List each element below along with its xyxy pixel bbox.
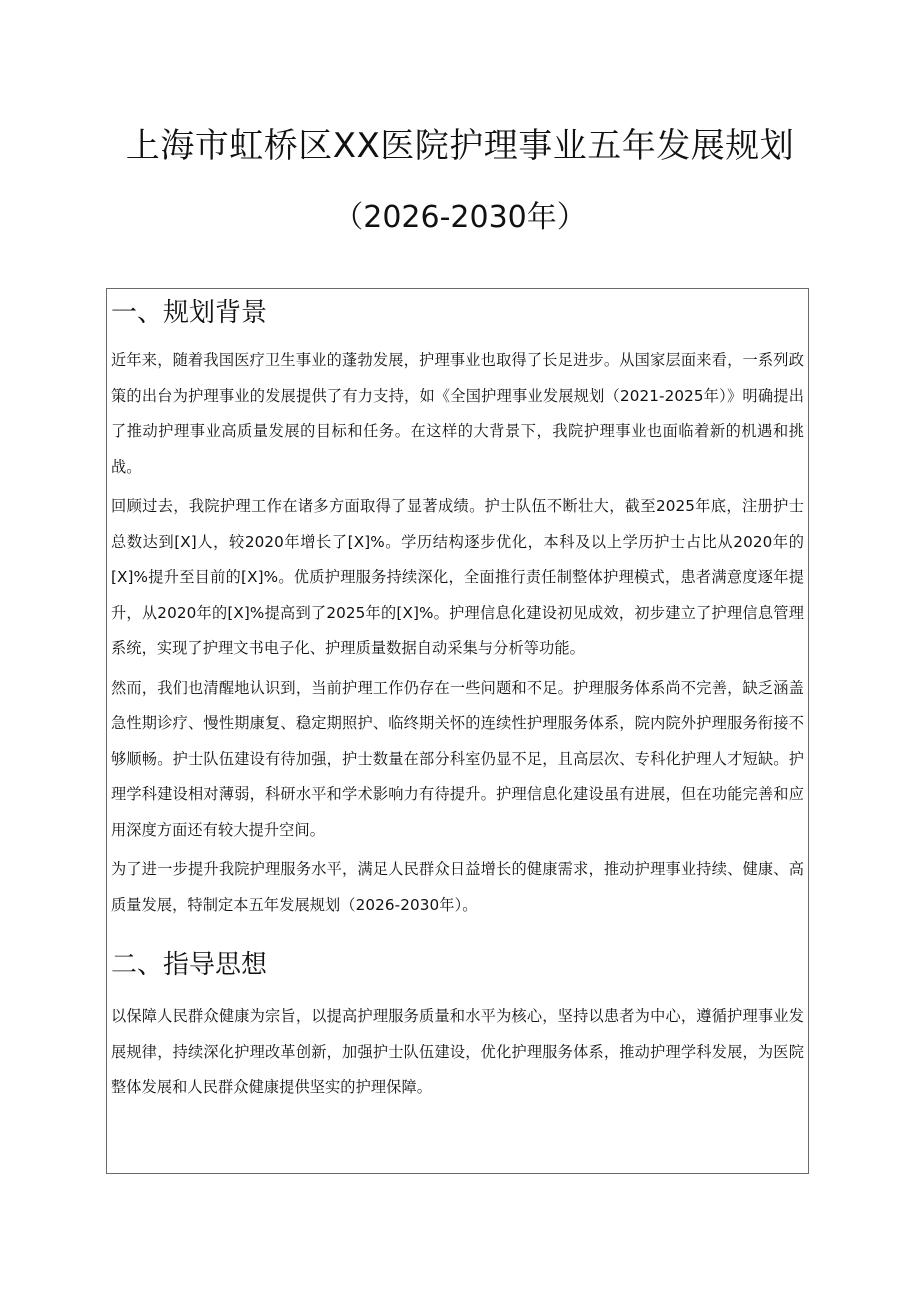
- content-frame: [106, 288, 809, 1174]
- paragraph: 以保障人民群众健康为宗旨，以提高护理服务质量和水平为核心，坚持以患者为中心，遵循护理事业发展规律，持续深化护理改革创新，加强护士队伍建设，优化护理服务体系，推动护理学科发展，为医院整体发展和人民群众健康提供坚实的护理保障。: [111, 1007, 804, 1096]
- document-title: 上海市虹桥区XX医院护理事业五年发展规划: [125, 126, 795, 166]
- section-heading-guiding-ideology: 二、指导思想: [111, 950, 268, 980]
- paragraph: 回顾过去，我院护理工作在诸多方面取得了显著成绩。护士队伍不断壮大，截至2025年底，注册护士总数达到[X]人，较2020年增长了[X]%。学历结构逐步优化，本科及以上学历护士占比从2020年的[X]%提升至目前的[X]%。优质护理服务持续深化，全面推行责任制整体护理模式，患者满意度逐年提升，从2020年的[X]%提高到了2025年的[X]%。护理信息化建设初见成效，初步建立了护理信息管理系统，实现了护理文书电子化、护理质量数据自动采集与分析等功能。: [111, 497, 804, 657]
- section-heading-background: 一、规划背景: [111, 298, 268, 328]
- paragraph: 然而，我们也清醒地认识到，当前护理工作仍存在一些问题和不足。护理服务体系尚不完善，缺乏涵盖急性期诊疗、慢性期康复、稳定期照护、临终期关怀的连续性护理服务体系，院内院外护理服务衔接不够顺畅。护士队伍建设有待加强，护士数量在部分科室仍显不足，且高层次、专科化护理人才短缺。护理学科建设相对薄弱，科研水平和学术影响力有待提升。护理信息化建设虽有进展，但在功能完善和应用深度方面还有较大提升空间。: [111, 678, 804, 839]
- document-subtitle: （2026-2030年）: [333, 200, 587, 235]
- paragraph: 为了进一步提升我院护理服务水平，满足人民群众日益增长的健康需求，推动护理事业持续、健康、高质量发展，特制定本五年发展规划（2026-2030年）。: [111, 860, 804, 914]
- paragraph: 近年来，随着我国医疗卫生事业的蓬勃发展，护理事业也取得了长足进步。从国家层面来看，一系列政策的出台为护理事业的发展提供了有力支持，如《全国护理事业发展规划（2021-2025年）》明确提出了推动护理事业高质量发展的目标和任务。在这样的大背景下，我院护理事业也面临着新的机遇和挑战。: [111, 351, 804, 476]
